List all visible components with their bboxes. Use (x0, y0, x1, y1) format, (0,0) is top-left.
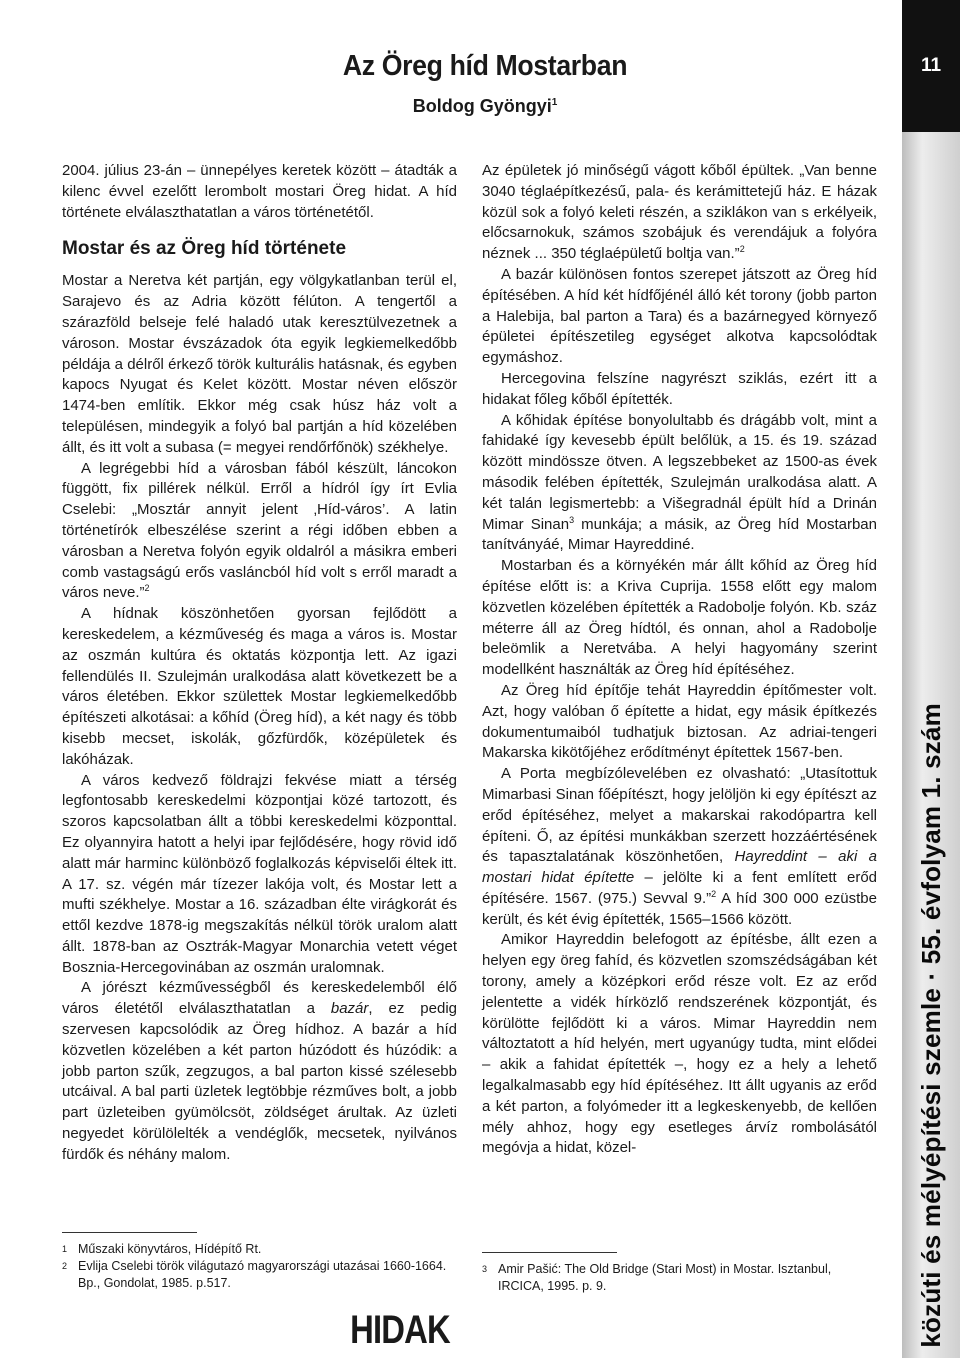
paragraph-text: munkája; a másik, az Öreg híd Mostarban tanítványáé, Mimar Hayreddiné. (482, 515, 877, 554)
paragraph-text: Az épületek jó minőségű vágott kőből épültek. „Van benne 3040 téglaépítkezésű, pala- és kerámittetejű ház. E házak közül sok a folyó keleti részén, a sziklákon van s erkélyeik, előcsarnokuk, számos szobájuk és verendájuk a folyóra néznek ... 350 téglaépületű boltja van.” (482, 162, 877, 263)
paragraph-text: , ez pedig szervesen kapcsolódik az Öreg hídhoz. A bazár a híd közvetlen közelében a két parton húzódott és húzódik: a jobb parton szűk, zegzugos, a bal parton kissé szélesebb utcáival. A bal parti üzletek legtöbbje rézműves bolt, a jobb part üzleteiben gyümölcsöt, zöldséget árultak. Az üzleti negyedet körülölelték a vendéglők, mecsetek, nyilvános fürdők és néhány malom. (62, 1000, 457, 1163)
footnote (62, 1241, 457, 1258)
paragraph: A bazár különösen fontos szerepet játszott az Öreg híd építésében. A híd két hídfőjénél álló két torony (jobb parton a Halebija, bal parton a Tara) és a bazárnegyed környező épületei építészetileg egységet alkotva kapcsolódtak egymáshoz. (482, 265, 877, 367)
emphasis: bazár (330, 1000, 369, 1018)
paragraph (482, 764, 877, 930)
hidak-logo: HIDAK (350, 1308, 450, 1352)
footnote-divider (62, 1232, 197, 1233)
footnote-divider (482, 1252, 617, 1253)
footnote (482, 1261, 877, 1295)
article-author (300, 96, 670, 117)
left-column (62, 161, 457, 1166)
footnote-number: 2 (62, 1261, 68, 1271)
paragraph: Mostarban és a környékén már állt kőhíd az Öreg híd építése előtt is: a Kriva Cuprija. 1558 előtt egy malom közvetlen közelében építették a Radobolje folyón. Kb. száz méterre áll az Öreg hídtól, és onnan, ahol a Radobolje beleömlik a Neretvába. A helyi hagyomány szerint modellként használták az Öreg híd építéséhez. (482, 557, 877, 679)
paragraph-text: – jelölte ki a fent említett erőd építésére. 1567. (975.) Sevval 9.” (482, 869, 878, 907)
footnote (62, 1258, 457, 1292)
paragraph-text: A jórészt kézművességből és kereskedelemből élő város életétől elválaszthatatlan a (62, 979, 457, 1018)
paragraph (482, 411, 877, 557)
author-name: Boldog Gyöngyi (412, 96, 552, 116)
paragraph: A város kedvező földrajzi fekvése miatt a térség legfontosabb kereskedelmi központjai közé tartozott, és szoros kapcsolatban állt a többi kereskedelmi központtal. Ez olyannyira hatott a helyi ipar fejlődésére, hogy rövid idő alatt már harminc különböző foglalkozás képviselői éltek itt. A 17. sz. végén már tízezer lakója volt, és Mostar lett a mufti székhelye. Mostar a 16. században élte virágkorát és ettől kezdve 1878-ig megszakítás nélkül török uralom alatt állt. 1878-ban az Osztrák-Magyar Monarchia vetett véget Bosznia-Hercegovinában az oszmán uralomnak. (62, 771, 457, 976)
footnotes-left (62, 1232, 457, 1292)
footnote-ref: 3 (569, 514, 575, 525)
footnotes-right (482, 1252, 877, 1295)
journal-issue-vertical (906, 702, 956, 1348)
paragraph: Hercegovina felszíne nagyrészt sziklás, ezért itt a hidakat főleg kőből építették. (482, 369, 877, 408)
footnote-number: 3 (482, 1264, 488, 1274)
paragraph: Az Öreg híd építője tehát Hayreddin építőmester volt. Azt, hogy valóban ő építette a hidat, egy másik építkezés dokumentumaiból tudhatjuk biztosan. Az adriai-tengeri Makarska kikötőjéhez erődítményt építettek 1567-ben. (482, 681, 877, 762)
right-column (482, 161, 877, 1159)
paragraph-text: A Porta megbízólevelében ez olvasható: „Utasítottuk Mimarbasi Sinan főépítészt, hogy jelöljön ki egy építészt az erőd építéséhez, melyet a makarskai rakodópartra kell építeni. Ő, az építési munkákban szerzett hozzáértésének és tapasztalatának köszönhetően, (482, 765, 877, 866)
footnote-ref: 2 (711, 888, 717, 899)
intro-paragraph: 2004. július 23-án – ünnepélyes keretek között – átadták a kilenc évvel ezelőtt lerombolt mostari Öreg hidat. A híd története elválaszthatatlan a város történetétől. (62, 162, 457, 221)
section-heading: Mostar és az Öreg híd története (62, 238, 347, 260)
footnote-ref: 2 (144, 583, 150, 594)
paragraph: Amikor Hayreddin belefogott az építésbe, állt ezen a helyen egy öreg fahíd, és közvetlen szomszédságában két torony, amely a középkori erőd része volt. Ez az erőd jelentette a vidék hírközlő rendszerének központját, és körülötte fejlődött ki a város. Mimar Hayreddin nem változtatott a híd helyén, mert ugyanúgy tudta, mint elődei – akik a fahidat építették –, hogy ez a hely a lehető legalkalmasabb egy híd építéséhez. Itt állt ugyanis az erőd a két parton, a folyómeder itt a legkeskenyebb, de kellően mély ahhoz, hogy egy esetleges árvíz rombolásától megóvja a hidat, közel- (482, 931, 877, 1157)
author-footnote-ref: 1 (551, 97, 558, 108)
page-number: 11 (902, 0, 960, 132)
emphasis: Hayreddint – aki a mostari hidat építette (482, 848, 877, 887)
footnote-text: Evlija Cselebi török világutazó magyarországi utazásai 1660-1664. Bp., Gondolat, 1985. p.517. (78, 1259, 447, 1290)
paragraph-text: A legrégebbi híd a városban fából készült, láncokon függött, fix pillérek nélkül. Erről a hídról így írt Evlia Cselebi: „Mosztár annyit jelent ‚Híd-város’. A latin történetírók elbeszélése szerint a régi időben ebben a városban a Neretva folyón egyik oldalról a másikra emberi comb vastagságú erős vasláncból híd volt s erről maradt a város neve.” (62, 459, 457, 602)
paragraph-text: A kőhidak építése bonyolultabb és drágább volt, mint a fahidaké így kevesebb épült belőlük, a 15. és 19. század között mindössze ötven. A legszebbeket az 1500-as évek második felében építették, Szulejmán uralkodása alatt. A két talán legismertebb: a Višegradnál épült híd a Drinán Mimar Sinan (482, 411, 877, 533)
paragraph (482, 161, 877, 265)
journal-issue-text: közúti és mélyépítési szemle · 55. évfolyam 1. szám (915, 702, 946, 1348)
article-title: Az Öreg híd Mostarban (342, 50, 628, 82)
footnote-text: Műszaki könyvtáros, Hídépítő Rt. (78, 1242, 262, 1256)
paragraph: A hídnak köszönhetően gyorsan fejlődött a kereskedelem, a kézműveség és maga a város is. Mostar az oszmán kultúra és oktatás központja lett. Az igazi fellendülés II. Szulejmán uralkodása alatt következett be a város életében. Ekkor születtek Mostar legkiemelkedőbb építészeti alkotásai: a kőhíd (Öreg híd), a két nagy és több kisebb mecset, iskolák, gőzfürdők, középületek és lakóházak. (62, 605, 457, 768)
paragraph (62, 978, 457, 1165)
paragraph-text: A híd 300 000 ezüstbe került, és két évig építették, 1565–1566 között. (482, 889, 877, 928)
footnote-ref: 2 (739, 244, 745, 255)
footnote-text: Amir Pašić: The Old Bridge (Stari Most) in Mostar. Isztanbul, IRCICA, 1995. p. 9. (498, 1262, 832, 1293)
footnote-number: 1 (62, 1244, 68, 1254)
paragraph: Mostar a Neretva két partján, egy völgykatlanban terül el, Sarajevo és az Adria között félúton. A tengertől a szárazföld belseje felé haladó utak keresztülvezetnek a városon. Mostar évszázadok óta egyik legkiemelkedőbb példája a délről érkező török kulturális hatásnak, és egyben kapocs Nyugat és Kelet között. Mostar néven először 1474-ben említik. Ekkor még csak húsz ház volt a településen, mindegyik a folyó bal partján a híd közelében állt, és itt volt a subasa (= megyei rendőrfőnök) székhelye. (62, 272, 457, 456)
paragraph (62, 459, 457, 605)
